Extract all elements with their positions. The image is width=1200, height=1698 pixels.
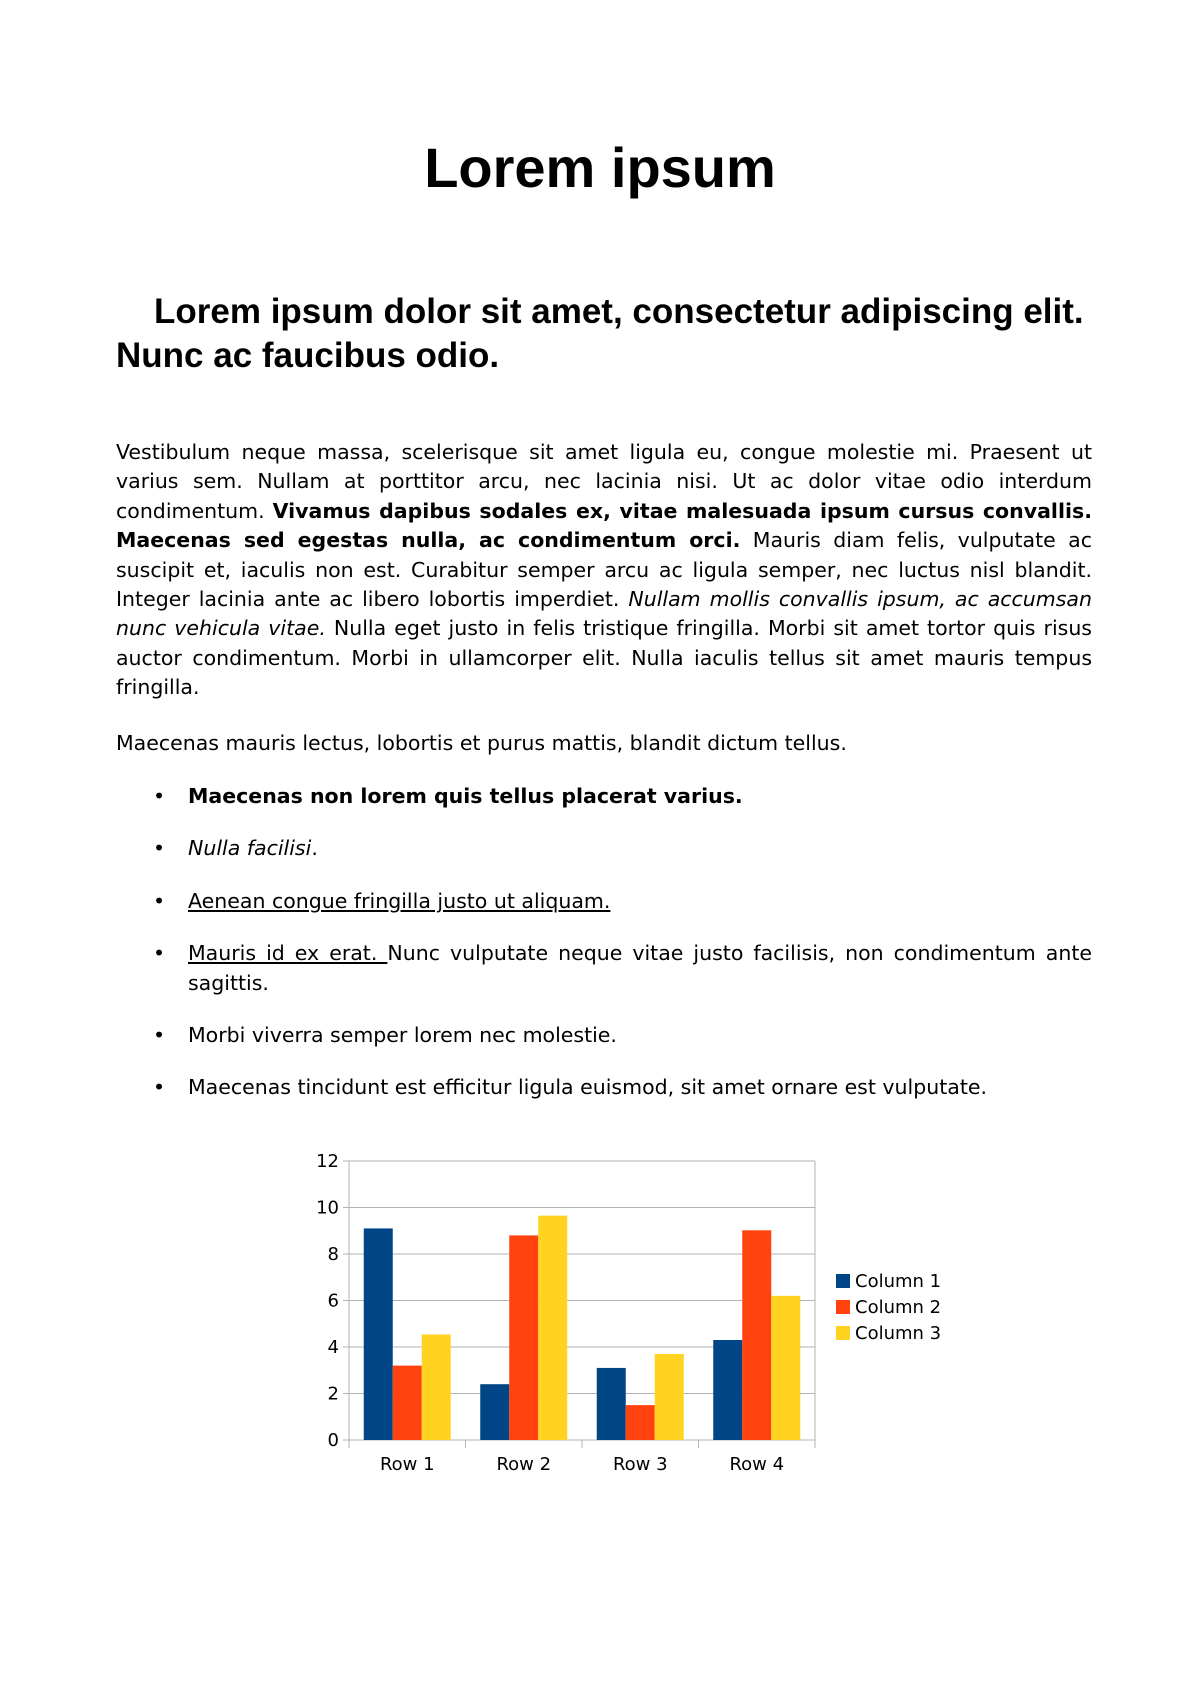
list-item (116, 834, 1092, 863)
list-item (116, 887, 1092, 916)
y-tick-label: 12 (316, 1151, 339, 1172)
paragraph-1-text-c: Nulla eget justo in felis tristique fringilla. Morbi sit amet tortor quis risus auctor condimentum. Morbi in ullamcorper elit. Nulla iaculis tellus sit amet mauris tempus fringilla. (116, 616, 1092, 700)
x-tick-label: Row 1 (379, 1454, 435, 1475)
bar (742, 1230, 771, 1440)
y-tick-label: 8 (327, 1244, 339, 1265)
paragraph-1-text-a: Vestibulum neque massa, scelerisque sit amet ligula eu, congue molestie mi. Praesent ut varius sem. Nullam at porttitor arcu, nec lacinia nisi. Ut ac dolor vitae odio interdum condimentum. (116, 440, 1092, 523)
list-item-text-tail: Nunc vulputate neque vitae justo facilisis, non condimentum ante sagittis. (188, 941, 1092, 995)
list-item-text: Nulla facilisi (188, 836, 312, 861)
bar (364, 1228, 393, 1440)
list-item (116, 1021, 1092, 1050)
paragraph-1-text-b: Mauris diam felis, vulputate ac suscipit et, iaculis non est. Curabitur semper arcu ac ligula semper, nec luctus nisl blandit. Integer lacinia ante ac libero lobortis imperdiet. (116, 528, 1092, 612)
x-tick-label: Row 3 (612, 1454, 668, 1475)
bar (422, 1334, 451, 1440)
bullet-icon: • (153, 784, 166, 808)
bar-chart (300, 1140, 960, 1480)
bullet-list (116, 782, 1092, 1126)
list-item-text: Morbi viverra semper lorem nec molestie. (188, 1023, 617, 1048)
list-item-text: Maecenas non lorem quis tellus placerat varius. (188, 784, 743, 808)
y-tick-label: 0 (327, 1430, 339, 1451)
list-item-text: Maecenas tincidunt est efficitur ligula euismod, sit amet ornare est vulputate. (188, 1075, 988, 1100)
x-tick-label: Row 4 (729, 1454, 785, 1475)
bar (597, 1368, 626, 1440)
bar (538, 1216, 567, 1440)
bullet-icon: • (153, 888, 166, 913)
list-item (116, 939, 1092, 998)
y-tick-label: 10 (316, 1197, 339, 1219)
bar (626, 1405, 655, 1440)
legend-swatch (836, 1326, 850, 1340)
paragraph-2: Maecenas mauris lectus, lobortis et purus mattis, blandit dictum tellus. (116, 731, 847, 755)
paragraph-1-bold: Vivamus dapibus sodales ex, vitae malesuada ipsum cursus convallis. Maecenas sed egestas nulla, ac condimentum orci. (116, 498, 1092, 553)
bullet-icon: • (153, 1075, 166, 1100)
subtitle-heading: Lorem ipsum dolor sit amet, consectetur adipiscing elit. Nunc ac faucibus odio. (116, 292, 1084, 375)
paragraph-1-italic: Nullam mollis convallis ipsum, ac accumsan nunc vehicula vitae. (116, 587, 1092, 641)
legend-label: Column 3 (855, 1323, 942, 1344)
bullet-icon: • (153, 1023, 166, 1048)
legend-label: Column 2 (855, 1297, 942, 1318)
bar (771, 1296, 800, 1440)
y-tick-label: 6 (327, 1290, 339, 1312)
bar (655, 1354, 684, 1440)
bar (713, 1340, 742, 1440)
list-item-text: Mauris id ex erat. (188, 941, 388, 966)
list-item (116, 1073, 1092, 1102)
paragraph-1 (116, 438, 1092, 703)
page-title: Lorem ipsum (424, 136, 776, 199)
bar (509, 1235, 538, 1440)
legend-swatch (836, 1300, 850, 1314)
bullet-icon: • (153, 941, 166, 966)
y-tick-label: 2 (327, 1383, 339, 1405)
list-item-text-tail: . (311, 836, 318, 861)
bar-chart-svg (300, 1140, 960, 1480)
legend-swatch (836, 1274, 850, 1288)
list-item-text: Aenean congue fringilla justo ut aliquam. (188, 888, 611, 913)
bar (393, 1366, 422, 1440)
list-item (116, 782, 1092, 811)
bar (480, 1384, 509, 1440)
bullet-icon: • (153, 836, 166, 861)
y-tick-label: 4 (327, 1337, 339, 1358)
legend-label: Column 1 (855, 1271, 942, 1292)
x-tick-label: Row 2 (496, 1454, 552, 1475)
